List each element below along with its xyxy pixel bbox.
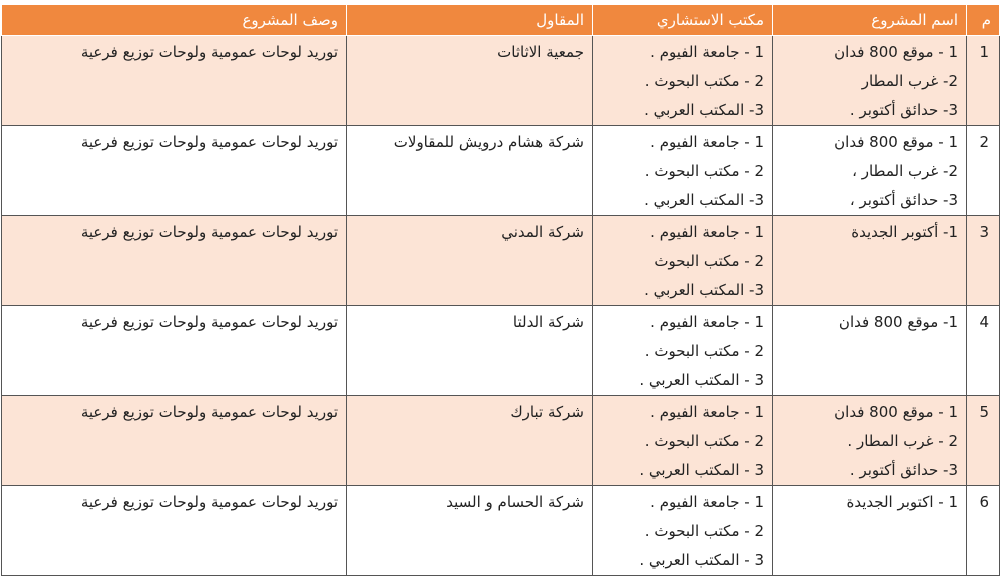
project-description-cell: توريد لوحات عمومية ولوحات توزيع فرعية <box>2 486 347 576</box>
table-row <box>2 216 1000 306</box>
consultant-office-line: 3 - المكتب العربي . <box>639 551 764 569</box>
header-contractor: المقاول <box>347 5 593 36</box>
header-project-description: وصف المشروع <box>2 5 347 36</box>
contractor-cell: شركة المدني <box>347 216 593 306</box>
consultant-office-line: 1 - جامعة الفيوم . <box>650 493 764 511</box>
project-name-line: 1 - موقع 800 فدان <box>834 43 958 61</box>
project-name-cell <box>773 216 967 306</box>
table-row <box>2 486 1000 576</box>
table-row <box>2 126 1000 216</box>
consultant-office-line: 1 - جامعة الفيوم . <box>650 223 764 241</box>
project-name-line: 1- موقع 800 فدان <box>838 313 958 331</box>
project-name-line: 1 - اكتوبر الجديدة <box>846 493 958 511</box>
header-project-name: اسم المشروع <box>773 5 967 36</box>
project-description-cell: توريد لوحات عمومية ولوحات توزيع فرعية <box>2 216 347 306</box>
consultant-office-cell <box>593 216 773 306</box>
row-number-cell: 3 <box>967 216 1000 306</box>
project-name-line: 1- أكتوبر الجديدة <box>851 223 958 241</box>
consultant-office-line: 2 - مكتب البحوث . <box>644 162 764 180</box>
project-name-cell <box>773 486 967 576</box>
consultant-office-line: 2 - مكتب البحوث . <box>644 522 764 540</box>
consultant-office-line: 1 - جامعة الفيوم . <box>650 43 764 61</box>
row-number-cell: 2 <box>967 126 1000 216</box>
consultant-office-cell <box>593 306 773 396</box>
contractor-cell: شركة الحسام و السيد <box>347 486 593 576</box>
table-row <box>2 306 1000 396</box>
consultant-office-line: 3 - المكتب العربي . <box>639 371 764 389</box>
consultant-office-line: 2 - مكتب البحوث . <box>644 432 764 450</box>
contractor-cell: شركة هشام درويش للمقاولات <box>347 126 593 216</box>
project-name-line: 2- غرب المطار ، <box>852 162 958 180</box>
row-number-cell: 1 <box>967 36 1000 126</box>
projects-table-sheet <box>0 4 1000 569</box>
row-number-cell: 6 <box>967 486 1000 576</box>
table-row <box>2 36 1000 126</box>
consultant-office-cell <box>593 36 773 126</box>
project-description-cell: توريد لوحات عمومية ولوحات توزيع فرعية <box>2 306 347 396</box>
contractor-cell: جمعية الاثاثات <box>347 36 593 126</box>
consultant-office-line: 1 - جامعة الفيوم . <box>650 313 764 331</box>
table-header-row <box>2 5 1000 36</box>
row-number-cell: 4 <box>967 306 1000 396</box>
table-row <box>2 396 1000 486</box>
contractor-cell: شركة الدلتا <box>347 306 593 396</box>
header-num: م <box>967 5 1000 36</box>
consultant-office-cell <box>593 396 773 486</box>
project-name-line: 2- غرب المطار <box>861 72 958 90</box>
project-name-line: 1 - موقع 800 فدان <box>834 133 958 151</box>
consultant-office-line: 3- المكتب العربي . <box>644 191 764 209</box>
project-name-cell <box>773 36 967 126</box>
consultant-office-line: 3 - المكتب العربي . <box>639 461 764 479</box>
project-name-cell <box>773 126 967 216</box>
header-consultant-office: مكتب الاستشاري <box>593 5 773 36</box>
project-name-line: 1 - موقع 800 فدان <box>834 403 958 421</box>
consultant-office-cell <box>593 126 773 216</box>
project-description-cell: توريد لوحات عمومية ولوحات توزيع فرعية <box>2 36 347 126</box>
project-description-cell: توريد لوحات عمومية ولوحات توزيع فرعية <box>2 126 347 216</box>
consultant-office-line: 2 - مكتب البحوث <box>654 252 764 270</box>
consultant-office-line: 2 - مكتب البحوث . <box>644 342 764 360</box>
projects-table <box>1 4 1000 576</box>
consultant-office-line: 3- المكتب العربي . <box>644 281 764 299</box>
contractor-cell: شركة تبارك <box>347 396 593 486</box>
project-name-cell <box>773 306 967 396</box>
project-name-line: 3- حدائق أكتوبر . <box>849 101 958 119</box>
project-description-cell: توريد لوحات عمومية ولوحات توزيع فرعية <box>2 396 347 486</box>
project-name-line: 2 - غرب المطار . <box>847 432 958 450</box>
consultant-office-cell <box>593 486 773 576</box>
consultant-office-line: 1 - جامعة الفيوم . <box>650 133 764 151</box>
row-number-cell: 5 <box>967 396 1000 486</box>
project-name-cell <box>773 396 967 486</box>
consultant-office-line: 2 - مكتب البحوث . <box>644 72 764 90</box>
project-name-line: 3- حدائق أكتوبر . <box>849 461 958 479</box>
consultant-office-line: 3- المكتب العربي . <box>644 101 764 119</box>
consultant-office-line: 1 - جامعة الفيوم . <box>650 403 764 421</box>
table-body <box>2 36 1000 576</box>
project-name-line: 3- حدائق أكتوبر ، <box>849 191 958 209</box>
